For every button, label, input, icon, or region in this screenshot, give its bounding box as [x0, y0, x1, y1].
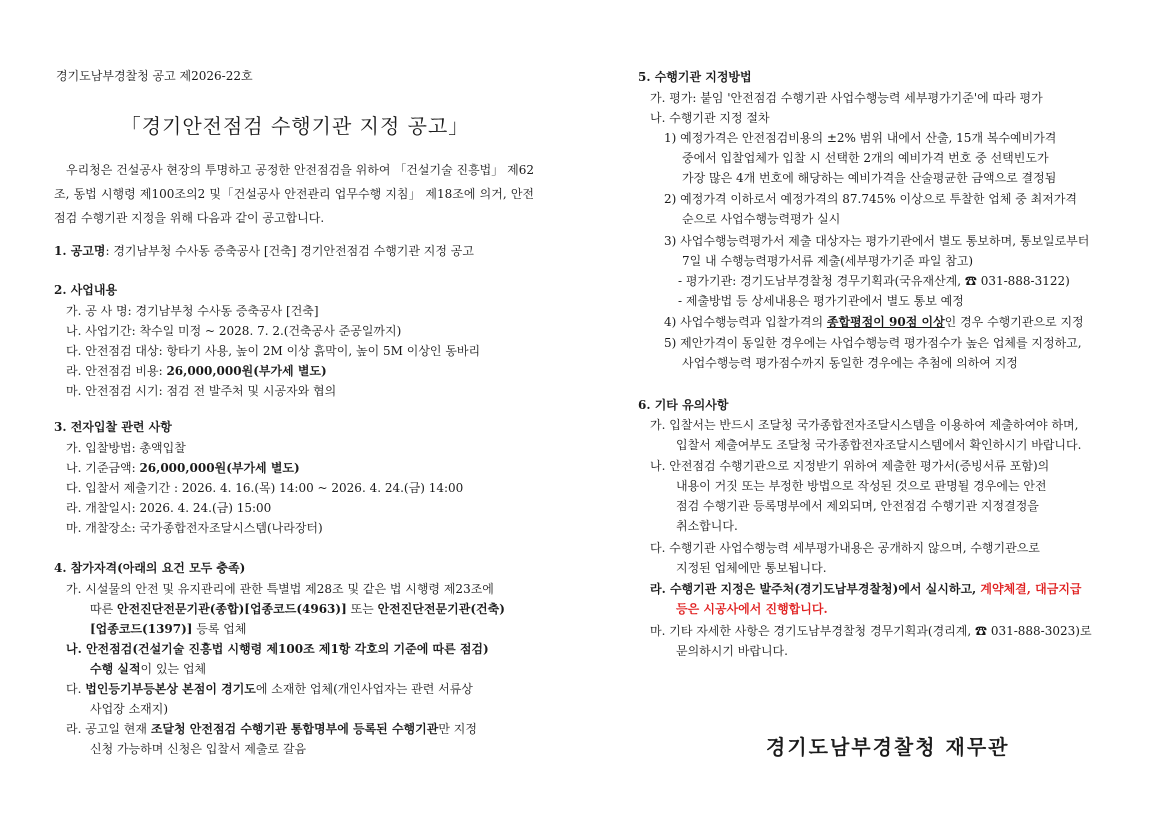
section-5-step-4-pre: 4) 사업수행능력과 입찰가격의: [664, 315, 827, 329]
section-4-na2-bold: 수행 실적: [90, 662, 141, 676]
section-4-item-na-line1: 나. 안전점검(건설기술 진흥법 시행령 제100조 제1항 각호의 기준에 따른 점검): [66, 642, 489, 656]
section-5-step-1-line2: 중에서 입찰업체가 입찰 시 선택한 2개의 예비가격 번호 중 선택빈도가: [682, 151, 1049, 165]
section-5-step-3-evaluator: - 평가기관: 경기도남부경찰청 경무기획과(국유재산계, ☎ 031-888-3122): [678, 274, 1070, 288]
section-4-item-na-line2: [90, 660, 206, 678]
section-4-ga3-code: [업종코드(1397)]: [90, 622, 193, 636]
section-6-item-na-line2: 내용이 거짓 또는 부정한 방법으로 작성된 것으로 판명될 경우에는 안전: [676, 479, 1047, 493]
section-3-heading: 3. 전자입찰 관련 사항: [54, 420, 172, 434]
section-4-item-da-line1: [66, 680, 473, 698]
section-4-item-ra-line2: 신청 가능하며 신청은 입찰서 제출로 갈음: [90, 742, 307, 756]
section-6-item-na-line3: 점검 수행기관 등록명부에서 제외되며, 안전점검 수행기관 지정결정을: [676, 499, 1039, 513]
section-4-da1-bold: 법인등기부등본상 본점이 경기도: [85, 682, 256, 696]
section-3-item-na-label: 나. 기준금액:: [66, 461, 140, 475]
section-4-item-ga-line2: [90, 600, 505, 618]
section-6-item-ga-line1: 가. 입찰서는 반드시 조달청 국가종합전자조달시스템을 이용하여 제출하여야 하며,: [650, 418, 1079, 432]
section-4-ra1-post: 만 지정: [438, 722, 477, 736]
section-3-item-ra: 라. 개찰일시: 2026. 4. 24.(금) 15:00: [66, 501, 272, 515]
section-6-item-ma-line1: 마. 기타 자세한 사항은 경기도남부경찰청 경무기획과(경리계, ☎ 031-888-3023)로: [650, 624, 1092, 638]
section-1-line: [54, 242, 474, 260]
section-5-step-5-line1: 5) 제안가격이 동일한 경우에는 사업수행능력 평가점수가 높은 업체를 지정하고,: [664, 336, 1082, 350]
section-2-item-ra: [66, 362, 327, 380]
section-3-item-na-amount: 26,000,000원(부가세 별도): [139, 461, 300, 475]
section-4-ga2-pre: 따른: [90, 602, 117, 616]
section-5-step-1-line3: 가장 많은 4개 번호에 해당하는 예비가격을 산술평균한 금액으로 결정됨: [682, 171, 1057, 185]
section-4-ga2-code2: 안전진단전문기관(건축): [377, 602, 505, 616]
section-2-item-ma: 마. 안전점검 시기: 점검 전 발주처 및 시공자와 협의: [66, 384, 337, 398]
section-4-ra1-pre: 라. 공고일 현재: [66, 722, 151, 736]
section-4-da1-pre: 다.: [66, 682, 86, 696]
section-1-heading: 1. 공고명: [54, 244, 106, 258]
section-4-item-ga-line1: 가. 시설물의 안전 및 유지관리에 관한 특별법 제28조 및 같은 법 시행령 제23조에: [66, 582, 494, 596]
section-6-heading: 6. 기타 유의사항: [638, 398, 729, 412]
section-4-item-ra-line1: [66, 720, 477, 738]
section-2-item-ra-label: 라. 안전점검 비용:: [66, 364, 167, 378]
intro-text: 우리청은 건설공사 현장의 투명하고 공정한 안전점검을 위하여 「건설기술 진흥법」 제62조, 동법 시행령 제100조의2 및「건설공사 안전관리 업무수행 지침」 제18조에 의거, 안전점검 수행기관 지정을 위해 다음과 같이 공고합니다.: [54, 163, 534, 225]
section-5-step-3-line2: 7일 내 수행능력평가서류 제출(세부평가기준 파일 참고): [682, 254, 974, 268]
section-5-step-2-line1: 2) 예정가격 이하로서 예정가격의 87.745% 이상으로 투찰한 업체 중 최저가격: [664, 192, 1078, 206]
section-6-ra2-red: 등은 시공사에서 진행합니다.: [676, 602, 828, 616]
section-4-ra1-bold: 조달청 안전점검 수행기관 통합명부에 등록된 수행기관: [150, 722, 439, 736]
section-1-text: : 경기남부청 수사동 증축공사 [건축] 경기안전점검 수행기관 지정 공고: [105, 244, 474, 258]
section-4-heading: 4. 참가자격(아래의 요건 모두 충족): [54, 561, 246, 575]
section-6-item-ra-line2: [676, 600, 828, 618]
section-5-step-2-line2: 순으로 사업수행능력평가 실시: [682, 212, 841, 226]
section-2-item-ga: 가. 공 사 명: 경기남부청 수사동 증축공사 [건축]: [66, 304, 319, 318]
section-5-step-3-submission: - 제출방법 등 상세내용은 평가기관에서 별도 통보 예정: [678, 294, 964, 308]
intro-paragraph: [54, 158, 534, 230]
section-3-item-da: 다. 입찰서 제출기간 : 2026. 4. 16.(목) 14:00 ~ 2026. 4. 24.(금) 14:00: [66, 481, 464, 495]
section-5-item-na: 나. 수행기관 지정 절차: [650, 111, 770, 125]
section-3-item-na: [66, 459, 300, 477]
section-4-ga2-code1: 안전진단전문기관(종합)[업종코드(4963)]: [117, 602, 347, 616]
document-number: 경기도남부경찰청 공고 제2026-22호: [56, 69, 253, 83]
section-6-item-na-line1: 나. 안전점검 수행기관으로 지정받기 위하여 제출한 평가서(증빙서류 포함)의: [650, 459, 1050, 473]
section-5-step-1-line1: 1) 예정가격은 안전점검비용의 ±2% 범위 내에서 산출, 15개 복수예비가격: [664, 131, 1057, 145]
section-6-ra1-red: 계약체결, 대금지급: [980, 582, 1082, 596]
section-2-item-na: 나. 사업기간: 착수일 미정 ~ 2028. 7. 2.(건축공사 준공일까지): [66, 324, 402, 338]
section-6-item-ga-line2: 입찰서 제출여부도 조달청 국가종합전자조달시스템에서 확인하시기 바랍니다.: [676, 438, 1082, 452]
section-6-item-ma-line2: 문의하시기 바랍니다.: [676, 644, 788, 658]
section-5-step-3-line1: 3) 사업수행능력평가서 제출 대상자는 평가기관에서 별도 통보하며, 통보일로부터: [664, 234, 1090, 248]
section-3-item-ma: 마. 개찰장소: 국가종합전자조달시스템(나라장터): [66, 521, 323, 535]
section-2-item-ra-cost: 26,000,000원(부가세 별도): [166, 364, 327, 378]
section-6-ra1-bold: 라. 수행기관 지정은 발주처(경기도남부경찰청)에서 실시하고,: [650, 582, 981, 596]
section-3-item-ga: 가. 입찰방법: 총액입찰: [66, 441, 186, 455]
section-6-item-ra-line1: [650, 580, 1082, 598]
section-4-item-da-line2: 사업장 소재지): [90, 702, 169, 716]
signature: 경기도남부경찰청 재무관: [766, 735, 1010, 759]
section-2-heading: 2. 사업내용: [54, 283, 118, 297]
section-6-item-na-line4: 취소합니다.: [676, 519, 738, 533]
section-4-item-ga-line3: [90, 620, 246, 638]
section-4-ga2-mid: 또는: [346, 602, 378, 616]
section-5-step-5-line2: 사업수행능력 평가점수까지 동일한 경우에는 추첨에 의하여 지정: [682, 356, 1018, 370]
section-5-step-4: [664, 313, 1084, 331]
section-5-heading: 5. 수행기관 지정방법: [638, 70, 752, 84]
section-6-item-da-line2: 지정된 업체에만 통보됩니다.: [676, 561, 827, 575]
section-5-step-4-post: 인 경우 수행기관으로 지정: [944, 315, 1084, 329]
document-title: 「경기안전점검 수행기관 지정 공고」: [120, 114, 470, 138]
section-2-item-da: 다. 안전점검 대상: 항타기 사용, 높이 2M 이상 흙막이, 높이 5M 이상인 동바리: [66, 344, 481, 358]
section-5-item-ga: 가. 평가: 붙임 '안전점검 수행기관 사업수행능력 세부평가기준'에 따라 평가: [650, 91, 1043, 105]
section-4-da1-post: 에 소재한 업체(개인사업자는 관련 서류상: [255, 682, 473, 696]
section-4-na2-post: 이 있는 업체: [140, 662, 207, 676]
section-4-ga3-post: 등록 업체: [192, 622, 247, 636]
section-5-step-4-score: 종합평점이 90점 이상: [826, 315, 945, 329]
section-6-item-da-line1: 다. 수행기관 사업수행능력 세부평가내용은 공개하지 않으며, 수행기관으로: [650, 541, 1040, 555]
